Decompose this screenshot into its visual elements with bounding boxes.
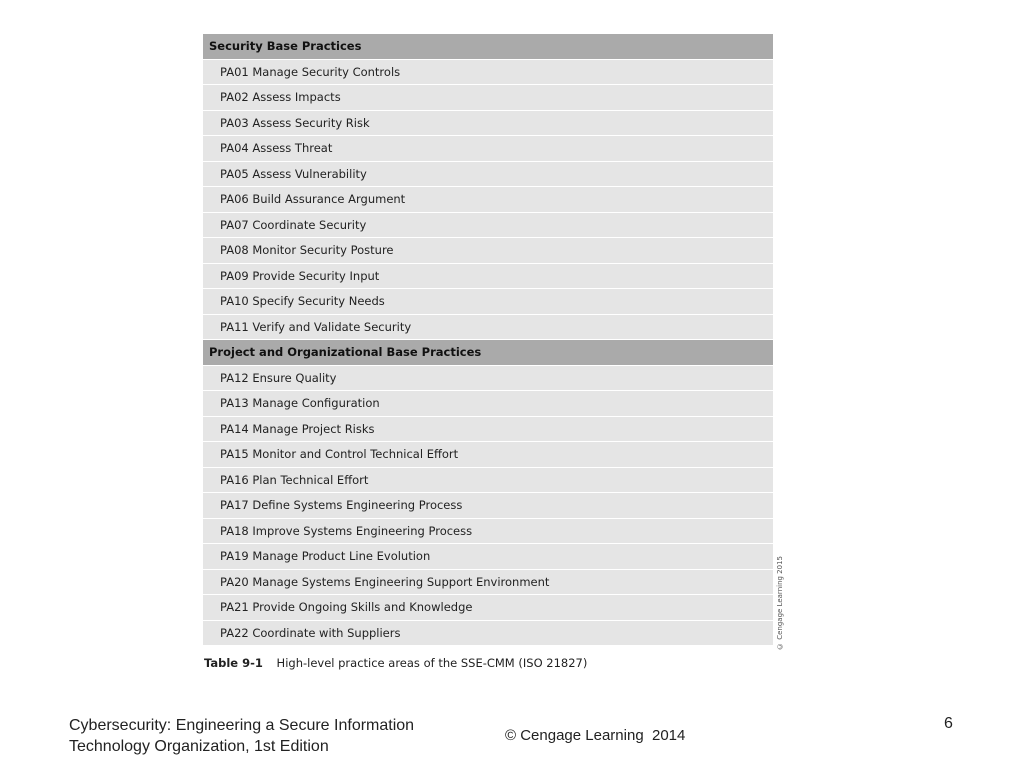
footer-book-title-line2: Technology Organization, 1st Edition [69,738,329,755]
table-caption-text: High-level practice areas of the SSE-CMM (ISO 21827) [276,656,588,670]
table-row: PA19 Manage Product Line Evolution [203,544,773,570]
table-row: PA22 Coordinate with Suppliers [203,621,773,647]
table-row: PA13 Manage Configuration [203,391,773,417]
table-caption-label: Table 9-1 [204,656,263,670]
table-caption [204,656,587,670]
footer-copyright: © Cengage Learning 2014 [505,727,686,744]
table-row: PA21 Provide Ongoing Skills and Knowledge [203,595,773,621]
page-number: 6 [944,715,953,732]
table-row: PA15 Monitor and Control Technical Effort [203,442,773,468]
table-row: PA10 Specify Security Needs [203,289,773,315]
practice-areas-table [203,34,773,646]
table-section-header: Project and Organizational Base Practices [203,340,773,366]
table-row: PA20 Manage Systems Engineering Support Environment [203,570,773,596]
footer-book-title [69,715,414,757]
table-row: PA14 Manage Project Risks [203,417,773,443]
table-row: PA06 Build Assurance Argument [203,187,773,213]
table-row: PA16 Plan Technical Effort [203,468,773,494]
table-row: PA09 Provide Security Input [203,264,773,290]
table-row: PA02 Assess Impacts [203,85,773,111]
table-row: PA12 Ensure Quality [203,366,773,392]
table-row: PA08 Monitor Security Posture [203,238,773,264]
table-row: PA03 Assess Security Risk [203,111,773,137]
table-copyright-credit: © Cengage Learning 2015 [776,556,784,650]
footer-book-title-line1: Cybersecurity: Engineering a Secure Information [69,717,415,734]
table-row: PA04 Assess Threat [203,136,773,162]
table-row: PA07 Coordinate Security [203,213,773,239]
table-row: PA01 Manage Security Controls [203,60,773,86]
table-row: PA18 Improve Systems Engineering Process [203,519,773,545]
table-row: PA11 Verify and Validate Security [203,315,773,341]
table-row: PA05 Assess Vulnerability [203,162,773,188]
table-row: PA17 Define Systems Engineering Process [203,493,773,519]
table-section-header: Security Base Practices [203,34,773,60]
